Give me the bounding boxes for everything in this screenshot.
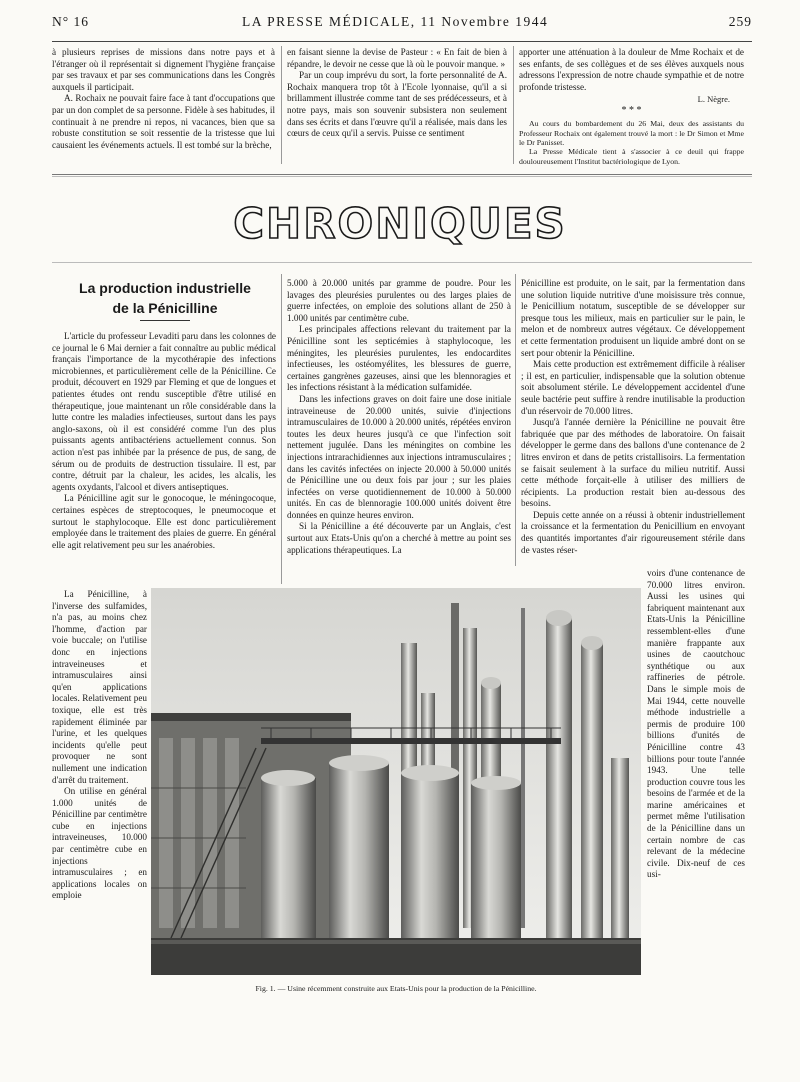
paragraph: en faisant sienne la devise de Pasteur : « En fait de bien à répandre, le devoir ne cesse que là où le pouvoir manque. » [287, 47, 507, 69]
section-banner [0, 199, 800, 248]
obituary-col-3 [519, 47, 744, 166]
paragraph: à plusieurs reprises de missions dans notre pays et à l'étranger où il représentait si dignement l'hygiène française par ses travaux et par ses communications dans les Congrès auxquels il participait. [52, 47, 275, 92]
obituary-col-2 [287, 47, 507, 140]
article-col-3 [521, 278, 745, 556]
paragraph: Si la Pénicilline a été découverte par un Anglais, c'est surtout aux Etats-Unis qu'on a cherché à mettre au point ses applications thérapeutiques. La [287, 521, 511, 555]
paragraph: La Pénicilline, à l'inverse des sulfamides, n'a pas, au moins chez l'homme, d'action par voie buccale; on l'utilise donc en injections intraveineuses et intramusculaires ainsi qu'en applications locales. Relativement peu toxique, elle est très rapidement éliminée par l'urine, et les quelques incidents qu'elle peut provoquer ne sont nullement une indication d'arrêt du traitement. [52, 589, 147, 785]
page-header [52, 14, 752, 34]
banner-rule [52, 262, 752, 263]
figure-caption: Fig. 1. — Usine récemment construite aux Etats-Unis pour la production de la Pénicilline. [255, 984, 537, 993]
signature: L. Nègre. [697, 94, 730, 105]
journal-title: LA PRESSE MÉDICALE, 11 Novembre 1944 [242, 14, 549, 29]
paragraph: apporter une atténuation à la douleur de Mme Rochaix et de ses enfants, de ses collègues et de ses élèves auxquels nous adressons l'expression de notre chaude sympathie et de notre profonde tristesse. [519, 47, 744, 92]
paragraph: Les principales affections relevant du traitement par la Pénicilline sont les septicémies à staphylocoque, les méningites, les pleurésies purulentes, les endocardites infectieuses, les ostéomyélites, les blessures de guerre, certaines gangrènes gazeuses, ainsi que les blennoragies et les infections résistant à la médication sulfamidée. [287, 324, 511, 393]
paragraph: Pénicilline est produite, on le sait, par la fermentation dans une solution liquide nutritive d'une moisissure très connue, le Penicillium notatum, susceptible de se développer sur presque tous les milieux, mais en particulier sur le pain, le melon et de nombreux autres végétaux. Ce développement et cette fermentation produisent un liquide ambré dont on se sert pour obtenir la Pénicilline. [521, 278, 745, 358]
paragraph: On utilise en général 1.000 unités de Pénicilline par centimètre cube en injections intraveineuses, 10.000 par centimètre cube en injections intramusculaires ; en applications locales on emploie [52, 786, 147, 901]
column-divider [281, 274, 282, 584]
article-col-3-lower [647, 568, 745, 881]
paragraph: La Pénicilline agit sur le gonocoque, le méningocoque, certaines espèces de streptocoques, le pneumocoque et surtout le staphylocoque. Elle est donc particulièrement employée dans le traitement des plaies de guerre. En général elle agit relativement peu sur les anaérobies. [52, 493, 276, 550]
issue-number: N° 16 [52, 14, 90, 29]
paragraph: Depuis cette année on a réussi à obtenir industriellement la croissance et la fermentation du Penicillium en envoyant des quantités importantes d'air rigoureusement stérile dans de vastes réser- [521, 509, 745, 555]
paragraph: A. Rochaix ne pouvait faire face à tant d'occupations que par un don complet de sa personne. Fidèle à ses habitudes, il continuait à ne prendre ni repos, ni vacances, bien que sa robuste constitution se soit ressentie de la tristesse que lui causaient les événements actuels. Il est tombé sur la brèche, [52, 93, 275, 150]
footnote: Au cours du bombardement du 26 Mai, deux des assistants du Professeur Rochaix ont également trouvé la mort : le Dr Simon et Mme le Dr Panisset. [519, 119, 744, 147]
factory-photo [151, 588, 641, 975]
paragraph: Jusqu'à l'année dernière la Pénicilline ne pouvait être fabriquée que par des méthodes de laboratoire. On faisait développer le germe dans des ballons d'une contenance de 2 litres environ et dans de petits cristallisoirs. La fermentation se faisait seulement à la surface du milieu nutritif. Aussi cette méthode forçait-elle à utiliser des milliers de récipients. La production restait bien au-dessous des besoins. [521, 417, 745, 509]
page-number: 259 [728, 14, 752, 29]
factory-illustration [151, 588, 641, 975]
column-divider [515, 274, 516, 566]
article-col-2 [287, 278, 511, 556]
article-col-1-lower [52, 589, 147, 902]
article-col-1 [52, 331, 276, 551]
title-underline [140, 320, 190, 321]
banner-title: CHRONIQUES [233, 199, 567, 248]
column-divider [513, 46, 514, 164]
paragraph: L'article du professeur Levaditi paru dans les colonnes de ce journal le 6 Mai dernier a fait connaître au public médical français l'importance de la mycothérapie des infections microbiennes, et particulièrement celle de la Pénicilline. Ce produit, découvert en 1929 par Fleming et que de longues et patientes études ont rendu susceptible d'être utilisé en thérapeutique, joue maintenant un rôle considérable dans la lutte contre les maladies infectieuses, surtout dans les pays anglo-saxons, où il est considéré comme l'un des plus puissants agents antibactériens actuellement connus. Son action n'est pas inhibée par la présence de pus, de sang, de sérum ou de produits de destruction tissulaire. Il est, par contre, détruit par la chaleur, les acides, les alcalis, les agents oxydants, l'alcool et divers antiseptiques. [52, 331, 276, 492]
obituary-col-1 [52, 47, 275, 151]
column-divider [281, 46, 282, 164]
footnote: La Presse Médicale tient à s'associer à ce deuil qui frappe douloureusement l'Institut bactériologique de Lyon. [519, 147, 744, 166]
title-line: de la Pénicilline [112, 300, 218, 316]
header-rule [52, 41, 752, 42]
title-line: La production industrielle [79, 280, 251, 296]
asterism: * * * [621, 105, 642, 117]
article-title [56, 278, 274, 318]
paragraph: voirs d'une contenance de 70.000 litres environ. Aussi les usines qui fabriquent maintenant aux Etats-Unis la Pénicilline ressemblent-elles d'une manière frappante aux usines de caoutchouc synthétique ou aux raffineries de pétrole. Dans le simple mois de Mai 1944, cette nouvelle méthode industrielle a permis de produire 100 billions d'unités de Pénicilline contre 43 billions pour toute l'année 1943. Une telle production couvre tous les besoins de l'armée et de la marine américaines et permet même l'utilisation de la Pénicilline dans un certain nombre de cas relevant de la médecine civile. Dix-neuf de ces usi- [647, 568, 745, 880]
paragraph: Mais cette production est extrêmement difficile à réaliser ; il est, en particulier, indispensable que la solution obtenue soit absolument stérile. Le développement accidentel d'une seule bactérie peut suffire à rendre inutilisable la production d'un réservoir de 70.000 litres. [521, 359, 745, 416]
paragraph: 5.000 à 20.000 unités par gramme de poudre. Pour les lavages des pleurésies purulentes ou des larges plaies de guerre infectées, on emploie des solutions allant de 250 à 1.000 unités par centimètre cube. [287, 278, 511, 323]
paragraph: Dans les infections graves on doit faire une dose initiale intraveineuse de 20.000 unités, suivie d'injections intramusculaires de 10.000 à 20.000 unités, répétées environ toutes les deux heures jusqu'à ce que l'infection soit nettement jugulée. Dans les méningites on combine les injections intrarachidiennes aux injections intramusculaires ; dans les cavités infectées on injecte 20.000 à 50.000 unités de Pénicilline une ou deux fois par jour ; sur les plaies infectées on verse quotidiennement de 10.000 à 50.000 unités. En cas de blennoragie 100.000 unités doivent être données en quinze heures environ. [287, 393, 511, 520]
section-rule [52, 174, 752, 177]
paragraph: Par un coup imprévu du sort, la forte personnalité de A. Rochaix manquera trop tôt à l'Ecole lyonnaise, qu'il a si brillamment illustrée comme tant de ses prédécesseurs, et à notre pays, mais son souvenir subsistera non seulement dans ses écrits et dans l'œuvre qu'il a réalisée, mais dans les cœurs de ceux qu'il a servis. Puisse ce sentiment [287, 70, 507, 139]
